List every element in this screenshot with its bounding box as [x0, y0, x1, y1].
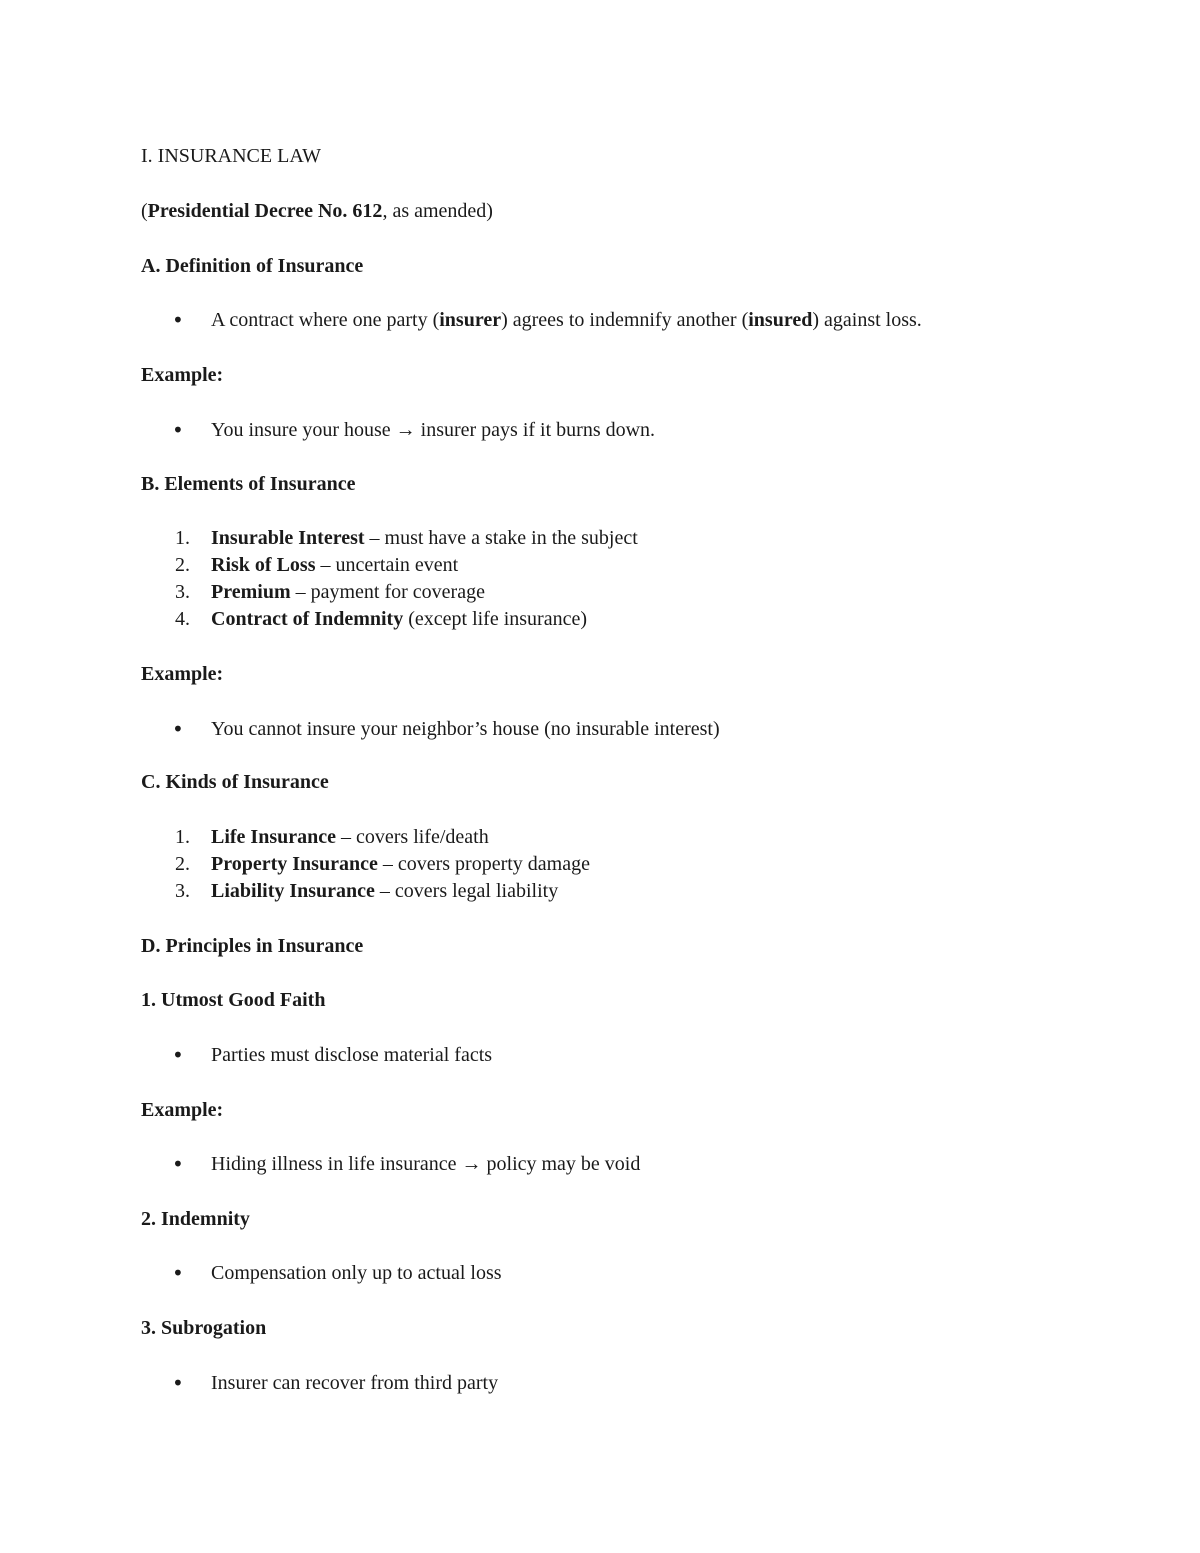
section-a-example-label: Example: [141, 364, 224, 386]
decree-rest: , as amended) [382, 200, 493, 222]
list-item-desc: – uncertain event [315, 554, 459, 576]
list-item [211, 524, 638, 552]
list-item-desc: – covers property damage [377, 853, 590, 875]
list-item-term: Property Insurance [211, 853, 378, 875]
section-b-example-text: You cannot insure your neighbor’s house (no insurable interest) [211, 718, 720, 740]
bullet-marker: • [172, 1371, 184, 1395]
list-item-desc: – covers legal liability [374, 880, 559, 902]
document-title: I. INSURANCE LAW [141, 145, 322, 167]
principle-2-heading: 2. Indemnity [141, 1208, 250, 1230]
list-item-desc: (except life insurance) [403, 608, 588, 630]
list-number: 3. [175, 581, 190, 603]
list-item-desc: – must have a stake in the subject [364, 527, 638, 549]
section-b-example-label: Example: [141, 663, 224, 685]
definition-part-1: A contract where one party ( [211, 309, 440, 331]
list-number: 1. [175, 826, 190, 848]
bullet-marker: • [172, 1043, 184, 1067]
section-a-example-text: You insure your house → insurer pays if it burns down. [211, 419, 656, 441]
list-number: 3. [175, 880, 190, 902]
list-item-desc: – covers life/death [336, 826, 489, 848]
list-item-term: Contract of Indemnity [211, 608, 404, 630]
section-a-heading: A. Definition of Insurance [141, 255, 364, 277]
list-number: 1. [175, 527, 190, 549]
principle-1-example-text: Hiding illness in life insurance → policy may be void [211, 1153, 641, 1175]
bullet-marker: • [172, 717, 184, 741]
bullet-marker: • [172, 1261, 184, 1285]
list-item-term: Insurable Interest [211, 527, 365, 549]
section-d-heading: D. Principles in Insurance [141, 935, 364, 957]
list-item [211, 823, 489, 851]
list-item-desc: – payment for coverage [290, 581, 485, 603]
definition-part-2: ) agrees to indemnify another ( [501, 309, 749, 331]
list-number: 2. [175, 853, 190, 875]
list-item-term: Risk of Loss [211, 554, 316, 576]
definition-part-3: ) against loss. [812, 309, 922, 331]
decree-name: Presidential Decree No. 612 [147, 200, 383, 222]
principle-2-text: Compensation only up to actual loss [211, 1262, 502, 1284]
list-item [211, 605, 587, 633]
bullet-marker: • [172, 1152, 184, 1176]
section-b-heading: B. Elements of Insurance [141, 473, 356, 495]
list-item [211, 551, 458, 579]
bullet-marker: • [172, 308, 184, 332]
list-item [211, 877, 558, 905]
list-item [211, 578, 485, 606]
definition-insurer: insurer [439, 309, 502, 331]
list-item-term: Premium [211, 581, 291, 603]
list-item-term: Liability Insurance [211, 880, 375, 902]
principle-3-text: Insurer can recover from third party [211, 1372, 499, 1394]
principle-1-heading: 1. Utmost Good Faith [141, 989, 326, 1011]
definition-text [211, 306, 922, 334]
bullet-marker: • [172, 418, 184, 442]
decree-open-paren: ( [141, 200, 148, 222]
list-number: 4. [175, 608, 190, 630]
principle-1-text: Parties must disclose material facts [211, 1044, 493, 1066]
decree-line [141, 197, 493, 225]
section-c-heading: C. Kinds of Insurance [141, 771, 329, 793]
list-item [211, 850, 590, 878]
list-item-term: Life Insurance [211, 826, 336, 848]
principle-3-heading: 3. Subrogation [141, 1317, 267, 1339]
definition-insured: insured [748, 309, 813, 331]
list-number: 2. [175, 554, 190, 576]
principle-1-example-label: Example: [141, 1099, 224, 1121]
